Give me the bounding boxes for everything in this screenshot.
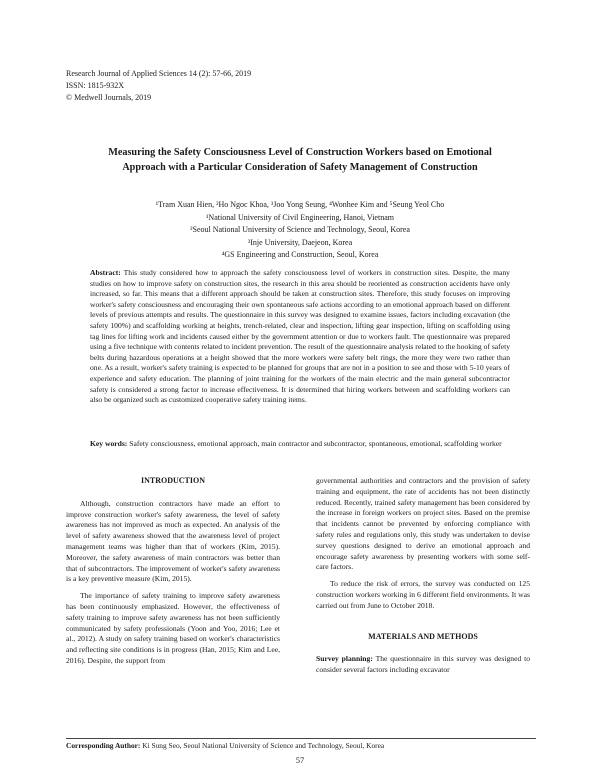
paragraph: Although, construction contractors have made an effort to improve construction worker's safety awareness, the level of safety awareness has not improved as much as expected. An analysis of the level of safety awareness showed that the awareness level of project management teams was higher than that of workers (Kim, 2015). Moreover, the safety awareness of main contractors was better than that of subcontractors. The improvement of worker's safety awareness is a key preventive measure (Kim, 2015). <box>66 498 280 584</box>
right-column <box>316 476 530 682</box>
keywords-label: Key words: <box>90 439 128 448</box>
footer-rule <box>66 738 536 739</box>
journal-issn: ISSN: 1815-932X <box>66 81 125 90</box>
corresponding-author-text: Ki Sung Seo, Seoul National University of Science and Technology, Seoul, Korea <box>142 741 385 750</box>
affiliation: ²Seoul National University of Science and Technology, Seoul, Korea <box>190 225 410 234</box>
affiliation: ⁴GS Engineering and Construction, Seoul, Korea <box>221 250 379 259</box>
affiliation: ³Inje University, Daejeon, Korea <box>247 237 353 247</box>
paragraph <box>316 654 530 676</box>
survey-planning-label: Survey planning: <box>316 654 373 664</box>
keywords <box>90 439 510 450</box>
page-number: 57 <box>295 755 305 765</box>
journal-citation: Research Journal of Applied Sciences 14 (2): 57-66, 2019 <box>66 69 252 78</box>
paragraph: governmental authorities and contractors and the provision of safety training and equipment, the rate of accidents has not been distinctly reduced. Recently, trained safety management has been considered by the increase in foreign workers on project sites. Based on the premise that incidents cannot be prevented by enforcing compliance with safety rules and regulations only, this study was undertaken to devise survey questions designed to derive an emotional approach and encourage safety awareness by presenting workers with some self-care factors. <box>316 476 530 572</box>
keywords-text: Safety consciousness, emotional approach, main contractor and subcontractor, spontaneous, emotional, scaffolding worker <box>129 439 502 448</box>
paper-title: Measuring the Safety Consciousness Level of Construction Workers based on Emotional Approach with a Particular Consideration of Safety Management of Construction <box>108 147 492 173</box>
introduction-heading: INTRODUCTION <box>140 476 205 485</box>
journal-copyright: © Medwell Journals, 2019 <box>66 93 152 102</box>
left-column <box>66 476 280 673</box>
abstract-text: This study considered how to approach the safety consciousness level of workers in construction sites. Despite, the many studies on how to improve safety on construction sites, the research in this area should be reoriented as construction accidents have only increased, so far. This means that a different approach should be taken at construction sites. Therefore, this study focuses on improving worker's safety consciousness and encouraging their own spontaneous safe actions according to an emotional approach based on different levels of previous attempts and results. The questionnaire in this survey was designed to examine issues, factors including excavation (the safety 100%) and scaffolding working at heights, trench-related, clear and inspection, lifting gear inspection, lifting on scaffolding using tag lines for lifting work and incidents caused either by the government attention or due to workers fault. The questionnaire was prepared using a five technique with contents related to incident prevention. The result of the questionnaire analysis related to the hooking of safety belts during hazardous operations at a height showed that the more workers were safety belt rings, the more they were two rather than one. As a result, worker's safety training is expected to be planned for groups that are not in a position to see and those with 5-10 years of experience and safety education. The planning of joint training for the workers of the main electric and the main general subcontractor safety is considered a strong factor to increase effectiveness. It is determined that hiring workers between and scaffolding workers can also be organized such as customized cooperative safety training items. <box>90 268 510 405</box>
corresponding-author-label: Corresponding Author: <box>66 741 141 750</box>
author-block <box>90 199 510 262</box>
journal-header <box>66 68 251 104</box>
affiliation: ¹National University of Civil Engineering, Hanoi, Vietnam <box>206 212 394 222</box>
author-names: ¹Tram Xuan Hien, ²Ho Ngoc Khoa, ³Joo Yong Seung, ⁴Wonhee Kim and ⁵Seung Yeol Cho <box>155 200 445 209</box>
abstract-label: Abstract: <box>90 268 121 277</box>
paragraph: The importance of safety training to improve safety awareness has been continuously emphasized. However, the effectiveness of safety training to improve safety awareness has not been sufficiently communicated by safety professionals (Yoon and Yoo, 2016; Lee et al., 2012). A study on safety training based on worker's characteristics and reflecting site conditions is in progress (Han, 2015; Kim and Lee, 2016). Despite, the support from <box>66 591 280 665</box>
methods-heading: MATERIALS AND METHODS <box>368 631 478 641</box>
abstract <box>90 268 510 406</box>
corresponding-author <box>66 741 536 751</box>
paragraph: To reduce the risk of errors, the survey was conducted on 125 construction workers working in 6 different field environments. It was carried out from June to October 2018. <box>316 579 530 610</box>
survey-planning-text: The questionnaire in this survey was designed to consider several factors including excavator <box>316 654 530 675</box>
